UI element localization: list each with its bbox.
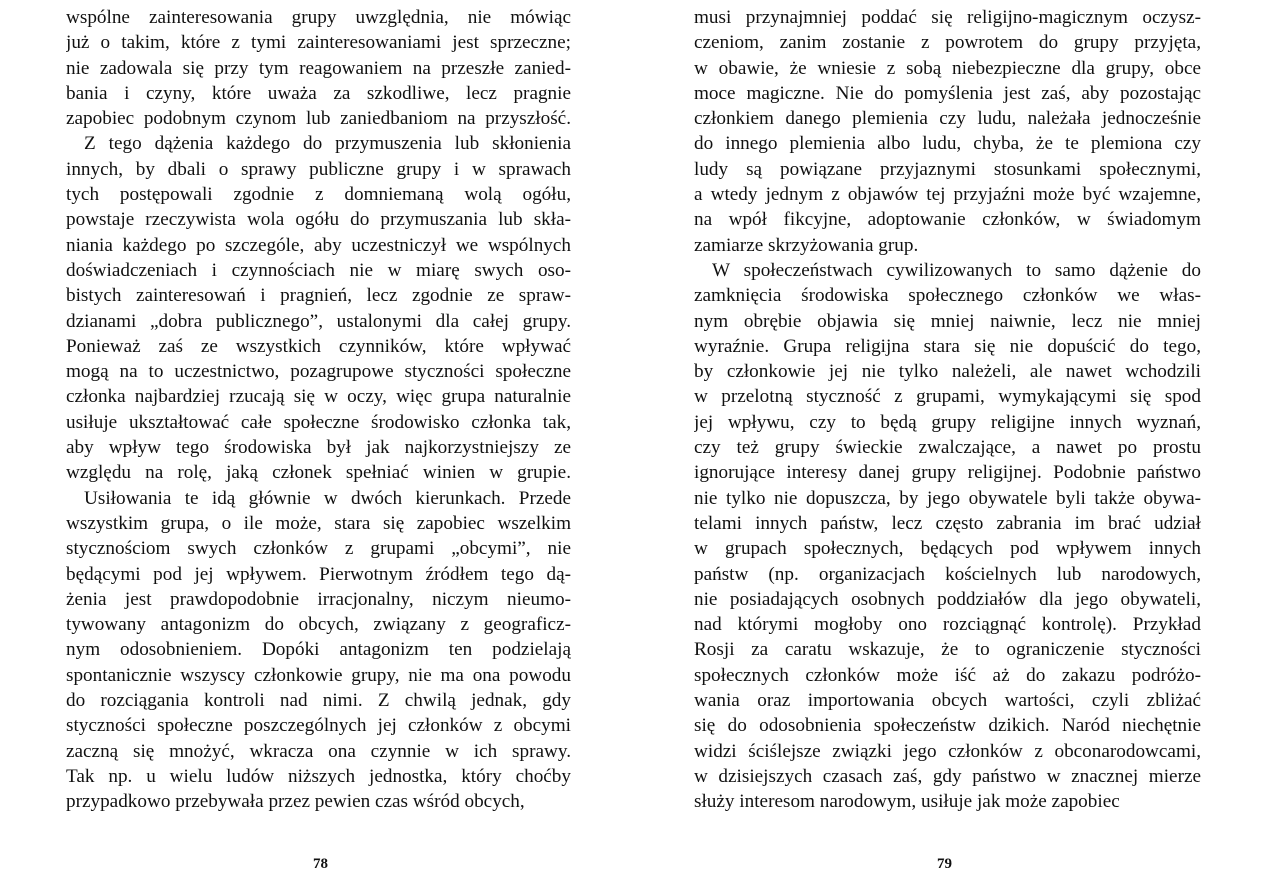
text-line: członkiem danego plemienia czy ludu, należała jednocześnie — [694, 108, 1201, 130]
text-line: dzianami „dobra publicznego”, ustalonymi dla całej grupy. — [66, 310, 571, 332]
text-line: innych, by dbali o sprawy publiczne grupy i w sprawach — [66, 158, 571, 180]
text-line: w dzisiejszych czasach zaś, gdy państwo w znacznej mierze — [694, 765, 1201, 787]
text-line: nym obrębie objawia się mniej naiwnie, lecz nie mniej — [694, 310, 1201, 332]
text-line: wyraźnie. Grupa religijna stara się nie dopuścić do tego, — [694, 335, 1201, 357]
text-line: żenia jest prawdopodobnie irracjonalny, niczym nieumo- — [66, 588, 571, 610]
text-line: mogą na to uczestnictwo, pozagrupowe styczności społeczne — [66, 361, 571, 383]
text-line: zamiarze skrzyżowania grup. — [694, 234, 919, 256]
text-line: wspólne zainteresowania grupy uwzględnia, nie mówiąc — [66, 7, 571, 28]
text-line: społecznych członków może iść aż do zakazu podróżo- — [694, 664, 1201, 686]
right-page-text — [694, 5, 1201, 815]
right-page — [631, 0, 1263, 893]
text-line: Usiłowania te idą głównie w dwóch kierunkach. Przede — [84, 487, 571, 509]
text-line: Z tego dążenia każdego do przymuszenia lub skłonienia — [84, 133, 571, 155]
text-line: ignorujące interesy danej grupy religijnej. Podobnie państwo — [694, 462, 1201, 484]
text-line: usiłuje ukształtować całe społeczne środowisko członka tak, — [66, 411, 571, 433]
right-page-number: 79 — [937, 856, 952, 872]
text-line: musi przynajmniej poddać się religijno-magicznym oczysz- — [694, 7, 1201, 28]
text-line: stycznościom swych członków z grupami „obcymi”, nie — [66, 538, 571, 560]
text-line: zaczną się mnożyć, wkracza ona czynnie w ich sprawy. — [66, 740, 571, 762]
text-line: czy też grupy świeckie zwalczające, a nawet po prostu — [694, 437, 1201, 459]
text-line: państw (np. organizacjach kościelnych lub narodowych, — [694, 563, 1201, 585]
text-line: a wtedy jednym z objawów tej przyjaźni może być wzajemne, — [694, 184, 1201, 206]
text-line: niania każdego po szczególe, aby uczestniczył we wspólnych — [66, 234, 571, 256]
text-line: tych postępowali zgodnie z domniemaną wolą ogółu, — [66, 184, 571, 206]
text-line: zamknięcia środowiska społecznego członków we włas- — [694, 285, 1201, 307]
left-page-number: 78 — [313, 856, 328, 872]
text-line: bistych zainteresowań i pragnień, lecz zgodnie ze spraw- — [66, 285, 571, 307]
text-line: w przelotną styczność z grupami, wymykającymi się spod — [694, 386, 1201, 408]
text-line: do rozciągania kontroli nad nimi. Z chwilą jednak, gdy — [66, 690, 571, 712]
text-line: nie posiadających osobnych poddziałów dla jego obywateli, — [694, 588, 1201, 610]
text-line: Tak np. u wielu ludów niższych jednostka, który choćby — [66, 765, 571, 787]
text-line: W społeczeństwach cywilizowanych to samo dążenie do — [712, 259, 1201, 281]
text-line: już o takim, które z tymi zainteresowaniami jest sprzeczne; — [66, 32, 571, 54]
text-line: wszystkim grupa, o ile może, stara się zapobiec wszelkim — [66, 512, 571, 534]
text-line: jej wpływu, czy to będą grupy religijne innych wyznań, — [694, 411, 1201, 433]
text-line: wania oraz importowania obcych wartości, czyli zbliżać — [694, 690, 1201, 712]
text-line: na wpół fikcyjne, adoptowanie członków, w świadomym — [694, 209, 1201, 231]
text-line: względu na rolę, jaką członek spełniać winien w grupie. — [66, 462, 571, 484]
text-line: widzi ściślejsze związki jego członków z obconarodowcami, — [694, 740, 1201, 762]
text-line: będącymi pod jej wpływem. Pierwotnym źródłem tego dą- — [66, 563, 571, 585]
text-line: moce magiczne. Nie do pomyślenia jest zaś, aby pozostając — [694, 82, 1201, 104]
text-line: nie zadowala się przy tym reagowaniem na przeszłe zanied- — [66, 57, 571, 79]
text-line: w obawie, że wniesie z sobą niebezpieczne dla grupy, obce — [694, 57, 1201, 79]
text-line: nie tylko nie dopuszcza, by jego obywatele byli także obywa- — [694, 487, 1201, 509]
text-line: ludy są powiązane przyjaznymi stosunkami społecznymi, — [694, 158, 1201, 180]
text-line: powstaje rzeczywista wola ogółu do przymuszania lub skła- — [66, 209, 571, 231]
left-page-text — [66, 5, 571, 815]
text-line: bania i czyny, które uważa za szkodliwe, lecz pragnie — [66, 82, 571, 104]
text-line: Ponieważ zaś ze wszystkich czynników, które wpływać — [66, 335, 571, 357]
text-line: by członkowie jej nie tylko należeli, ale nawet wchodzili — [694, 361, 1201, 383]
text-line: czeniom, zanim zostanie z powrotem do grupy przyjęta, — [694, 32, 1201, 54]
left-page — [0, 0, 631, 893]
text-line: w grupach społecznych, będących pod wpływem innych — [694, 538, 1201, 560]
text-line: doświadczeniach i czynnościach nie w miarę swych oso- — [66, 259, 571, 281]
text-line: Rosji za caratu wskazuje, że to ograniczenie styczności — [694, 639, 1201, 661]
text-line: się do odosobnienia społeczeństw dzikich. Naród niechętnie — [694, 715, 1201, 737]
text-line: nym odosobnieniem. Dopóki antagonizm ten podzielają — [66, 639, 571, 661]
text-line: nad którymi mogłoby ono rozciągnąć kontrolę). Przykład — [694, 614, 1201, 636]
text-line: aby wpływ tego środowiska był jak najkorzystniejszy ze — [66, 437, 571, 459]
text-line: telami innych państw, lecz często zabrania im brać udział — [694, 512, 1201, 534]
text-line: styczności społeczne poszczególnych jej członków z obcymi — [66, 715, 571, 737]
text-line: do innego plemienia albo ludu, chyba, że te plemiona czy — [694, 133, 1201, 155]
text-line: służy interesom narodowym, usiłuje jak może zapobiec — [694, 791, 1120, 813]
text-line: tywowany antagonizm do obcych, związany z geograficz- — [66, 614, 571, 636]
text-line: spontanicznie wszyscy członkowie grupy, nie ma ona powodu — [66, 664, 571, 686]
text-line: przypadkowo przebywała przez pewien czas wśród obcych, — [66, 791, 525, 813]
text-line: członka najbardziej rzucają się w oczy, więc grupa naturalnie — [66, 386, 571, 408]
text-line: zapobiec podobnym czynom lub zaniedbaniom na przyszłość. — [66, 108, 571, 130]
